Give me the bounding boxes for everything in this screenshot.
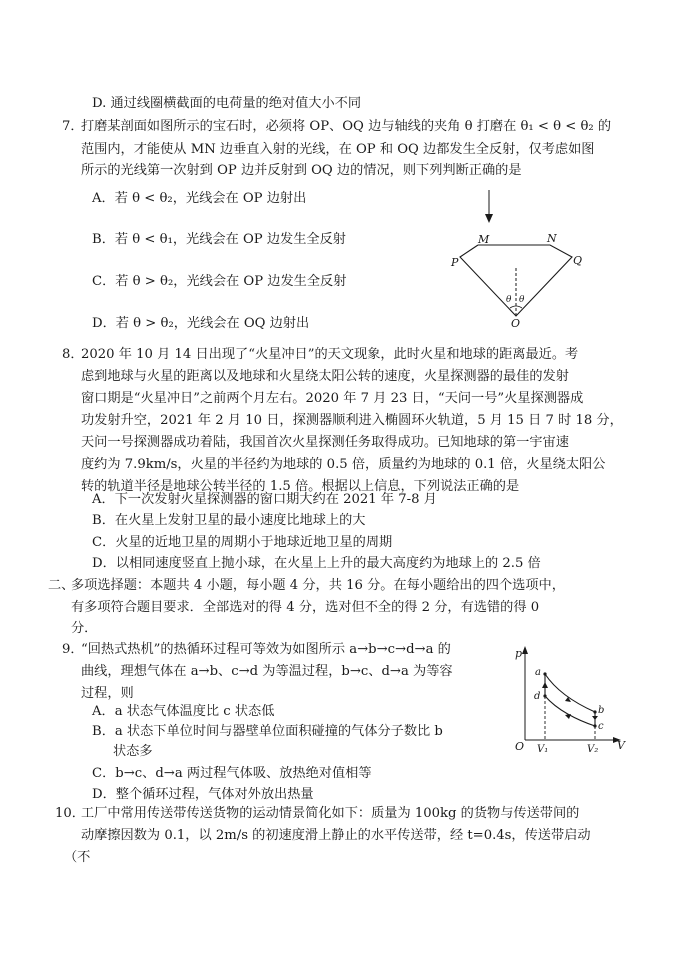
q10-stem-line-3: （不 <box>64 850 91 865</box>
label-n: N <box>547 232 557 245</box>
q8-stem-line-7: 转的轨道半径是地球公转半径的 1.5 倍。根据以上信息，下列说法正确的是 <box>81 479 520 494</box>
label-p: P <box>451 256 459 269</box>
point-label-a: a <box>535 667 541 678</box>
axis-label-p: p <box>515 647 523 660</box>
label-q: Q <box>573 254 583 267</box>
q7-option-d: D．若 θ > θ₂，光线会在 OQ 边射出 <box>92 316 310 331</box>
q8-number: 8． <box>62 347 84 362</box>
q9-option-c: C．b→c、d→a 两过程气体吸、放热绝对值相等 <box>92 766 372 781</box>
q7-stem-line-1: 打磨某剖面如图所示的宝石时，必须将 OP、OQ 边与轴线的夹角 θ 打磨在 θ₁ < θ < θ₂ 的 <box>81 119 612 134</box>
point-label-d: d <box>534 691 541 702</box>
section-heading-line-2: 有多项符合题目要求．全部选对的得 4 分，选对但不全的得 2 分，有选错的得 0 <box>71 600 540 615</box>
q9-stem-line-3: 过程，则 <box>81 686 134 701</box>
q9-option-b-cont: 状态多 <box>113 744 153 759</box>
q8-stem-line-1: 2020 年 10 月 14 日出现了“火星冲日”的天文现象，此时火星和地球的距离最近。考 <box>81 347 579 362</box>
q10-number: 10． <box>55 806 85 821</box>
q9-pv-diagram <box>505 640 627 755</box>
q7-option-a: A．若 θ < θ₂，光线会在 OP 边射出 <box>92 191 307 206</box>
section-number: 二、 <box>48 578 75 593</box>
q8-option-c: C．火星的近地卫星的周期小于地球近地卫星的周期 <box>92 535 393 550</box>
label-o: O <box>511 317 521 330</box>
tick-label-v1: V₁ <box>537 744 549 755</box>
q8-stem-line-4: 功发射升空，2021 年 2 月 10 日，探测器顺利进入椭圆环火轨道，5 月 15 日 7 时 18 分， <box>81 413 623 428</box>
q7-option-b: B．若 θ < θ₁，光线会在 OP 边发生全反射 <box>92 232 346 247</box>
origin-label: O <box>515 740 525 753</box>
q10-stem-line-2: 动摩擦因数为 0.1，以 2m/s 的初速度滑上静止的水平传送带，经 t=0.4s，传送带启动 <box>81 828 591 843</box>
label-m: M <box>478 233 490 246</box>
q8-option-b: B．在火星上发射卫星的最小速度比地球上的大 <box>92 513 366 528</box>
axis-label-v: V <box>617 739 625 752</box>
q9-option-a: A．a 状态气体温度比 c 状态低 <box>92 704 275 719</box>
section-heading-line-3: 分． <box>71 621 98 636</box>
q7-stem-line-3: 所示的光线第一次射到 OP 边并反射到 OQ 边的情况，则下列判断正确的是 <box>81 163 522 178</box>
q9-option-b: B．a 状态下单位时间与器壁单位面积碰撞的气体分子数比 b <box>92 724 443 739</box>
point-label-c: c <box>598 721 604 732</box>
q9-option-d: D．整个循环过程，气体对外放出热量 <box>92 787 314 802</box>
section-heading-line-1: 多项选择题：本题共 4 小题，每小题 4 分，共 16 分。在每小题给出的四个选项中， <box>71 578 565 593</box>
q9-stem-line-1: “回热式热机”的热循环过程可等效为如图所示 a→b→c→d→a 的 <box>81 642 451 657</box>
label-theta-right: θ <box>519 295 525 305</box>
q7-option-c: C．若 θ > θ₂，光线会在 OP 边发生全反射 <box>92 274 347 289</box>
q8-stem-line-6: 度约为 7.9km/s，火星的半径约为地球的 0.5 倍，质量约为地球的 0.1 倍，火星绕太阳公 <box>81 457 606 472</box>
q7-number: 7． <box>62 119 84 134</box>
q7-gem-diagram <box>440 186 600 336</box>
q8-stem-line-2: 虑到地球与火星的距离以及地球和火星绕太阳公转的速度，火星探测器的最佳的发射 <box>81 369 569 384</box>
q8-option-d: D．以相同速度竖直上抛小球，在火星上上升的最大高度约为地球上的 2.5 倍 <box>92 556 541 571</box>
q9-stem-line-2: 曲线，理想气体在 a→b、c→d 为等温过程，b→c、d→a 为等容 <box>81 664 453 679</box>
q10-stem-line-1: 工厂中常用传送带传送货物的运动情景简化如下：质量为 100kg 的货物与传送带间的 <box>81 806 580 821</box>
q7-stem-line-2: 范围内，才能使从 MN 边垂直入射的光线，在 OP 和 OQ 边都发生全反射，仅考虑如图 <box>81 142 595 157</box>
q9-number: 9． <box>62 642 84 657</box>
q8-option-a: A．下一次发射火星探测器的窗口期大约在 2021 年 7-8 月 <box>92 492 437 507</box>
q8-stem-line-5: 天问一号探测器成功着陆，我国首次火星探测任务取得成功。已知地球的第一宇宙速 <box>81 435 569 450</box>
tick-label-v2: V₂ <box>587 744 599 755</box>
point-label-b: b <box>598 705 605 716</box>
q8-stem-line-3: 窗口期是“火星冲日”之前两个月左右。2020 年 7 月 23 日，“天问一号”火星探测器成 <box>81 391 584 406</box>
label-theta-left: θ <box>506 295 512 305</box>
q6-option-d: D. 通过线圈横截面的电荷量的绝对值大小不同 <box>92 96 362 111</box>
